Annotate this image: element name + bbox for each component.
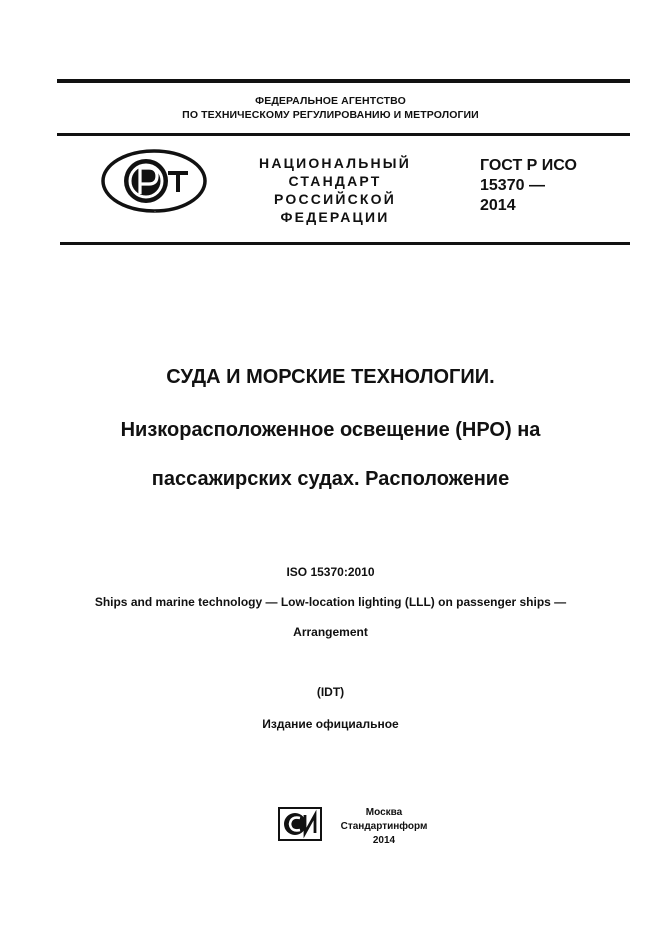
rst-logo-icon <box>100 148 208 214</box>
publisher-name: Стандартинформ <box>340 821 428 832</box>
gost-line-3: 2014 <box>480 197 516 214</box>
top-rule <box>57 79 630 83</box>
gost-line-2: 15370 — <box>480 177 545 194</box>
english-title-line-2: Arrangement <box>293 625 368 639</box>
publisher-year: 2014 <box>372 835 396 846</box>
national-line-3: РОССИЙСКОЙ <box>274 191 396 207</box>
rst-logo <box>100 148 208 214</box>
agency-line-1: ФЕДЕРАЛЬНОЕ АГЕНТСТВО <box>255 95 406 107</box>
rst-logo-letters: РСТ <box>154 212 156 213</box>
publisher-city: Москва <box>365 807 403 818</box>
title-line-2: Низкорасположенное освещение (НРО) на <box>120 419 541 441</box>
national-standard-label <box>230 154 440 226</box>
title-line-1: СУДА И МОРСКИЕ ТЕХНОЛОГИИ. <box>166 366 495 388</box>
national-line-1: НАЦИОНАЛЬНЫЙ <box>259 155 411 171</box>
edition-note: Издание официальное <box>262 717 399 731</box>
gost-line-1: ГОСТ Р ИСО <box>480 157 577 174</box>
header-bottom-rule <box>60 242 630 245</box>
national-line-4: ФЕДЕРАЦИИ <box>280 209 390 225</box>
iso-code: ISO 15370:2010 <box>286 565 375 579</box>
standartinform-logo-icon <box>278 807 322 841</box>
title-line-3: пассажирских судах. Расположение <box>151 468 510 490</box>
identity-marker: (IDT) <box>316 685 345 699</box>
header-divider-rule <box>57 133 630 136</box>
publisher-info <box>330 806 438 848</box>
national-line-2: СТАНДАРТ <box>288 173 382 189</box>
english-title-line-1: Ships and marine technology — Low-location lighting (LLL) on passenger ships — <box>94 595 567 609</box>
publisher-logo <box>278 807 322 841</box>
agency-name <box>0 94 661 122</box>
agency-line-2: ПО ТЕХНИЧЕСКОМУ РЕГУЛИРОВАНИЮ И МЕТРОЛОГИИ <box>182 109 479 121</box>
publisher-logo-letters: СИ <box>280 839 282 840</box>
gost-designation <box>480 156 630 216</box>
